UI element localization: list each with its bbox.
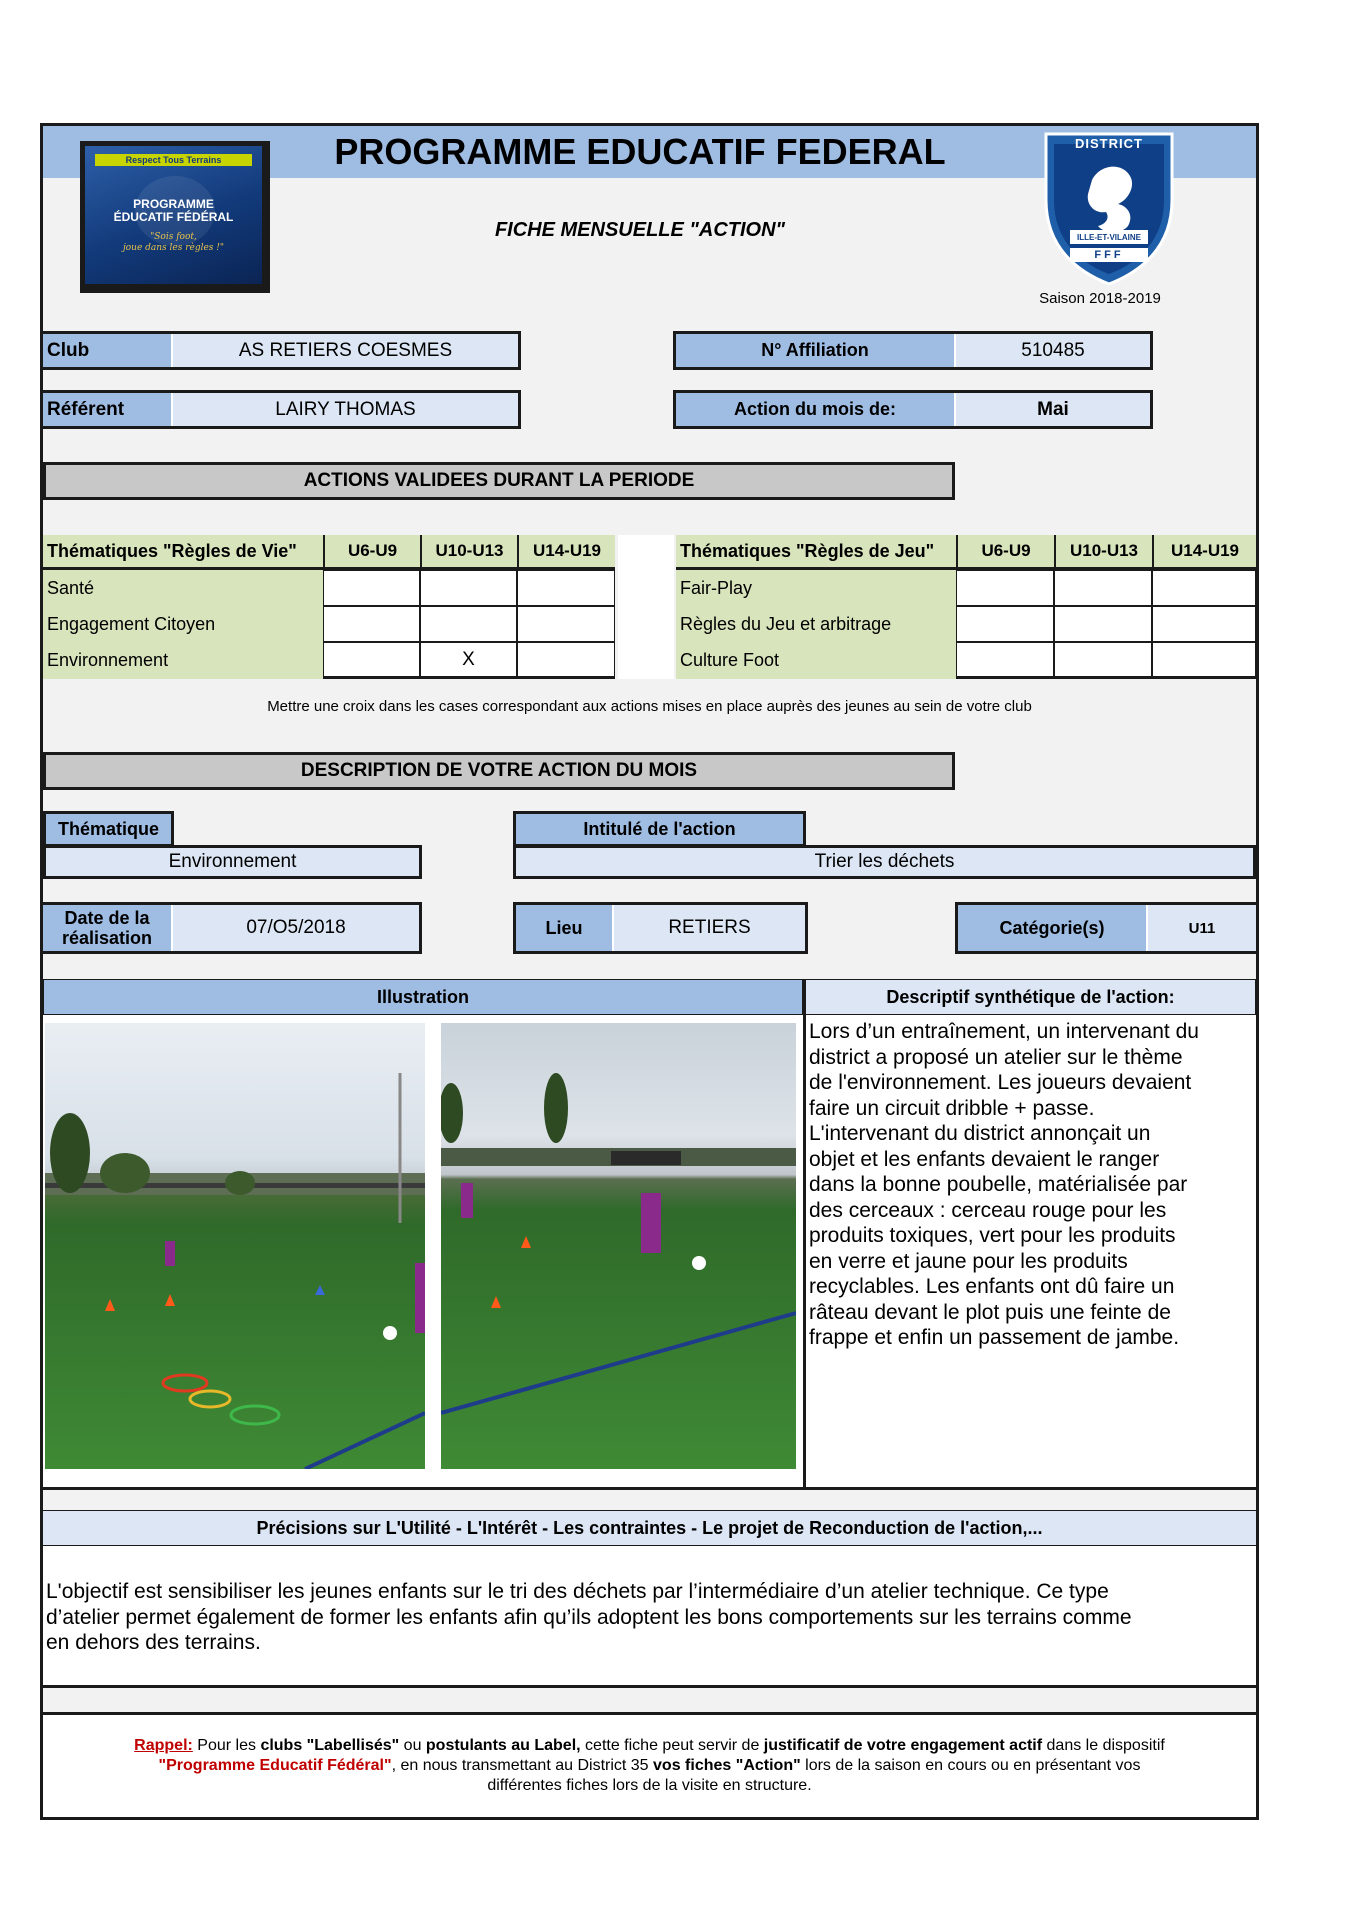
regles-vie-cell[interactable] [323, 606, 420, 642]
section-divider [43, 1487, 1256, 1490]
page-title: PROGRAMME EDUCATIF FEDERAL [334, 131, 946, 172]
descriptif-line: district a proposé un atelier sur le thème [809, 1045, 1183, 1069]
district-logo [1040, 130, 1178, 288]
pef-logo-banner: Respect Tous Terrains [95, 154, 252, 166]
descriptif-line: faire un circuit dribble + passe. [809, 1096, 1095, 1120]
action-month-value[interactable]: Mai [956, 393, 1150, 426]
pef-logo-slogan1: "Sois foot, [150, 232, 197, 242]
regles-jeu-row-label: Règles du Jeu et arbitrage [676, 606, 956, 642]
pef-logo-slogan2: joue dans les règles !" [122, 243, 225, 253]
descriptif-line: râteau devant le plot puis une feinte de [809, 1300, 1171, 1324]
precisions-line: L'objectif est sensibiliser les jeunes enfants sur le tri des déchets par l’intermédiaire d’un atelier technique. Ce type [46, 1580, 1109, 1603]
affiliation-value[interactable]: 510485 [956, 334, 1150, 367]
regles-vie-col-u6: U6-U9 [323, 535, 420, 570]
photo-training-2 [441, 1023, 796, 1469]
regles-vie-col-u14: U14-U19 [517, 535, 615, 570]
pef-logo-line2: ÉDUCATIF FÉDÉRAL [113, 210, 234, 224]
date-value[interactable]: 07/O5/2018 [173, 905, 419, 951]
regles-jeu-cell[interactable] [1152, 570, 1256, 606]
descriptif-line: en verre et jaune pour les produits [809, 1249, 1128, 1273]
referent-label: Référent [43, 393, 171, 426]
precisions-text [43, 1546, 1256, 1688]
pef-logo-line1: PROGRAMME [133, 197, 214, 211]
rappel-text: Rappel: Pour les clubs "Labellisés" ou postulants au Label, cette fiche peut servir de justificatif de votre engagement actif dans le dispositif "Programme Educatif Fédéral", en nous transmettant au District 35 vos fiches "Action" lors de la saison en cours ou en présentant vos différentes fiches lors de la visite en structure. [134, 1737, 1165, 1794]
season-label: Saison 2018-2019 [1039, 290, 1161, 307]
district-shield-icon [1040, 130, 1178, 288]
regles-vie-row-label: Environnement [43, 642, 323, 679]
categorie-label: Catégorie(s) [958, 905, 1146, 951]
regles-vie-row-label: Engagement Citoyen [43, 606, 323, 642]
descriptif-label: Descriptif synthétique de l'action: [805, 979, 1256, 1015]
precisions-line: en dehors des terrains. [46, 1631, 261, 1654]
thematique-label: Thématique [43, 811, 174, 847]
regles-vie-row-label: Santé [43, 570, 323, 606]
descriptif-line: de l'environnement. Les joueurs devaient [809, 1071, 1192, 1094]
categorie-value[interactable]: U11 [1148, 905, 1256, 951]
descriptif-line: L'intervenant du district annonçait un [809, 1122, 1151, 1145]
actions-section-title: ACTIONS VALIDEES DURANT LA PERIODE [43, 462, 955, 500]
regles-jeu-row-label: Fair-Play [676, 570, 956, 606]
district-logo-fff: FFF [1094, 249, 1124, 261]
descriptif-text [806, 1016, 1256, 1476]
regles-vie-cell[interactable] [323, 570, 420, 606]
regles-vie-cell[interactable] [517, 642, 615, 679]
date-label-line2: réalisation [61, 928, 153, 948]
intitule-value[interactable]: Trier les déchets [513, 845, 1256, 879]
descriptif-line: dans la bonne poubelle, matérialisée par [809, 1173, 1188, 1196]
intitule-label: Intitulé de l'action [513, 811, 806, 847]
thematique-value[interactable]: Environnement [43, 845, 422, 879]
regles-jeu-cell[interactable] [956, 642, 1054, 679]
regles-vie-col-u10: U10-U13 [420, 535, 517, 570]
regles-vie-cell[interactable] [323, 642, 420, 679]
district-logo-name: ILLE-ET-VILAINE [1077, 232, 1141, 242]
descriptif-line: recyclables. Les enfants ont dû faire un [809, 1275, 1175, 1298]
precisions-title: Précisions sur L'Utilité - L'Intérêt - Les contraintes - Le projet de Reconduction de l'action,... [43, 1510, 1256, 1546]
regles-jeu-cell[interactable] [1054, 606, 1152, 642]
descriptif-line: frappe et enfin un passement de jambe. [809, 1326, 1180, 1349]
regles-jeu-cell[interactable] [956, 606, 1054, 642]
regles-jeu-cell[interactable] [1054, 642, 1152, 679]
regles-jeu-cell[interactable] [956, 570, 1054, 606]
referent-value[interactable]: LAIRY THOMAS [173, 393, 518, 426]
instructions-note: Mettre une croix dans les cases correspondant aux actions mises en place auprès des jeunes au sein de votre club [267, 697, 1032, 715]
precisions-line: d’atelier permet également de former les enfants afin qu’ils adoptent les bons comportements sur les terrains comme [46, 1605, 1132, 1629]
club-value[interactable]: AS RETIERS COESMES [173, 334, 518, 367]
regles-jeu-col-u10: U10-U13 [1054, 535, 1152, 570]
regles-vie-cell[interactable] [517, 570, 615, 606]
photo-training-1 [45, 1023, 425, 1469]
district-logo-top: DISTRICT [1075, 135, 1143, 151]
regles-vie-header: Thématiques "Règles de Vie" [43, 535, 323, 570]
affiliation-label: N° Affiliation [676, 334, 954, 367]
regles-vie-cell[interactable]: X [420, 642, 517, 679]
descriptif-line: Lors d’un entraînement, un intervenant du [809, 1020, 1199, 1043]
description-section-title: DESCRIPTION DE VOTRE ACTION DU MOIS [43, 752, 955, 790]
regles-jeu-header: Thématiques "Règles de Jeu" [676, 535, 956, 570]
regles-jeu-col-u6: U6-U9 [956, 535, 1054, 570]
regles-jeu-col-u14: U14-U19 [1152, 535, 1256, 570]
descriptif-line: des cerceaux : cerceau rouge pour les [809, 1198, 1167, 1222]
regles-jeu-cell[interactable] [1152, 606, 1256, 642]
descriptif-line: produits toxiques, vert pour les produits [809, 1224, 1176, 1247]
action-month-label: Action du mois de: [676, 393, 954, 426]
regles-jeu-row-label: Culture Foot [676, 642, 956, 679]
regles-jeu-cell[interactable] [1054, 570, 1152, 606]
table-spacer [618, 535, 674, 679]
illustration-label: Illustration [43, 979, 803, 1015]
regles-jeu-cell[interactable] [1152, 642, 1256, 679]
regles-vie-cell[interactable] [420, 570, 517, 606]
club-label: Club [43, 334, 171, 367]
regles-vie-cell[interactable] [517, 606, 615, 642]
regles-vie-cell[interactable] [420, 606, 517, 642]
rappel-label: Rappel: [134, 1737, 193, 1754]
pef-logo [80, 141, 270, 293]
lieu-value[interactable]: RETIERS [614, 905, 805, 951]
date-label [43, 905, 171, 951]
lieu-label: Lieu [516, 905, 612, 951]
date-label-line1: Date de la [64, 908, 150, 928]
page-subtitle: FICHE MENSUELLE "ACTION" [494, 218, 786, 241]
descriptif-line: objet et les enfants devaient le ranger [809, 1147, 1160, 1171]
